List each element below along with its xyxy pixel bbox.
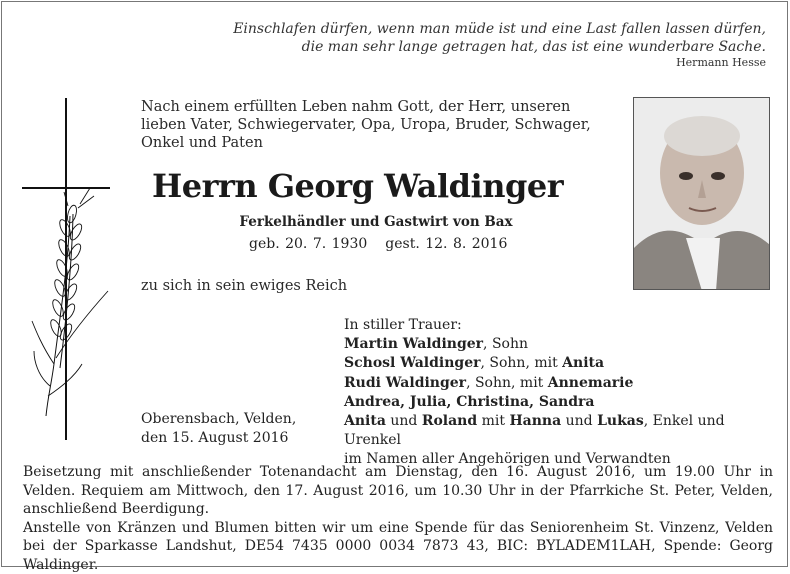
place-line: Oberensbach, Velden, (141, 410, 296, 429)
mourner-name: Annemarie (548, 375, 634, 391)
quote-line-1: Einschlafen dürfen, wenn man müde ist und eine Last fallen lassen dürfen, (206, 20, 766, 38)
mourner-relation: , Enkel und Urenkel (344, 413, 725, 448)
mourners-list (344, 316, 784, 470)
mourners-heading: In stiller Trauer: (344, 316, 784, 335)
deceased-name: Herrn Georg Waldinger (152, 166, 602, 206)
mourner-line (344, 354, 784, 373)
death-date: gest. 12. 8. 2016 (385, 236, 507, 252)
mourner-name: Lukas (597, 413, 644, 429)
intro-text: Nach einem erfüllten Leben nahm Gott, der Herr, unseren lieben Vater, Schwiegervater, Opa, Uropa, Bruder, Schwager, Onkel und Paten (141, 98, 611, 152)
mourner-relation: und (386, 413, 422, 429)
date-line: den 15. August 2016 (141, 429, 296, 448)
quote-author: Hermann Hesse (676, 56, 766, 69)
mourner-name: Anita (562, 355, 604, 371)
hesse-quote (206, 20, 766, 56)
mourner-name: Martin Waldinger (344, 336, 483, 352)
mourner-relation: mit (477, 413, 509, 429)
mourner-line (344, 335, 784, 354)
mourner-line (344, 393, 784, 412)
mourner-name: Roland (422, 413, 477, 429)
mourner-relation: , Sohn, mit (466, 375, 548, 391)
portrait-photo (633, 97, 770, 290)
funeral-details (23, 463, 773, 574)
funeral-text: Beisetzung mit anschließender Totenandacht am Dienstag, den 16. August 2016, um 19.00 Uhr in Velden. Requiem am Mittwoch, den 17. August 2016, um 10.30 Uhr in der Pfarrkiche St. Peter, Velden, anschließend Beerdigung. (23, 463, 773, 519)
closing-line: zu sich in sein ewiges Reich (141, 278, 347, 294)
mourner-name: Anita (344, 413, 386, 429)
donation-text: Anstelle von Kränzen und Blumen bitten wir um eine Spende für das Seniorenheim St. Vinzenz, Velden bei der Sparkasse Landshut, DE54 7435 0000 0034 7873 43, BIC: BYLADEM1LAH, Spende: Georg Waldinger. (23, 519, 773, 574)
mourner-line (344, 374, 784, 393)
mourner-name: Rudi Waldinger (344, 375, 466, 391)
mourner-relation: , Sohn (483, 336, 528, 352)
obituary-card (1, 1, 788, 567)
mourner-name: Andrea, Julia, Christina, Sandra (344, 394, 594, 410)
cross-with-wheat-icon (20, 96, 112, 442)
mourner-line (344, 412, 784, 450)
quote-line-2: die man sehr lange getragen hat, das ist eine wunderbare Sache. (206, 38, 766, 56)
mourner-name: Hanna (509, 413, 561, 429)
mourner-name: Schosl Waldinger (344, 355, 480, 371)
life-dates (249, 236, 525, 252)
deceased-occupation: Ferkelhändler und Gastwirt von Bax (141, 214, 611, 230)
birth-date: geb. 20. 7. 1930 (249, 236, 367, 252)
mourner-rows (344, 335, 784, 469)
place-date (141, 410, 296, 448)
mourner-relation: , Sohn, mit (480, 355, 562, 371)
mourner-relation: im Namen aller Angehörigen und Verwandten (344, 451, 671, 467)
mourner-relation: und (561, 413, 597, 429)
